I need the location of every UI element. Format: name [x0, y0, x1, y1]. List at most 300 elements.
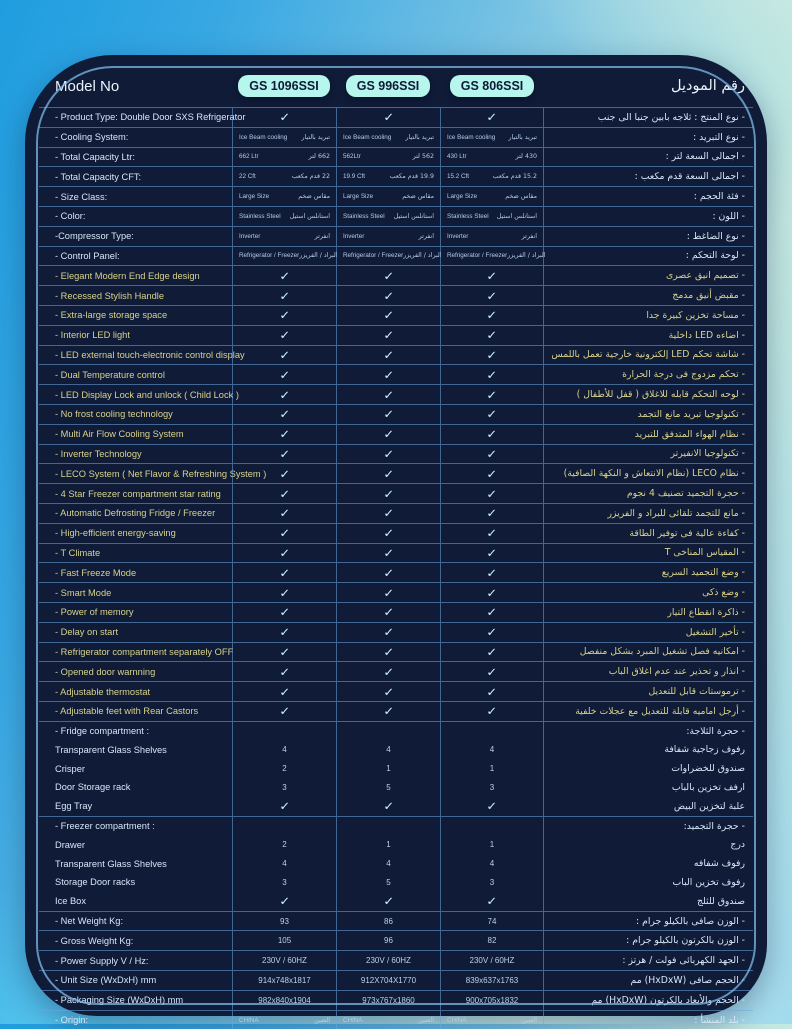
value-ar: مقاس ضخم — [505, 193, 537, 201]
row-label-ar: - بلد المنشأ : — [694, 1014, 745, 1026]
row-label-cell-ar — [544, 286, 753, 305]
row-label-ar: - اضاءه LED داخلية — [668, 329, 745, 341]
check-icon: ✓ — [278, 646, 291, 659]
value-cell — [440, 464, 544, 483]
row-label-cell-en — [39, 108, 246, 127]
check-icon: ✓ — [486, 330, 498, 343]
value-cell — [440, 227, 544, 246]
row-label-ar: - اللون : — [712, 210, 745, 222]
row-label-cell-en — [39, 643, 232, 662]
row-label-en: - Fast Freeze Mode — [55, 567, 137, 578]
check-icon: ✓ — [382, 270, 395, 283]
check-icon: ✓ — [486, 528, 498, 541]
row-label-ar: - لوحة التحكم : — [685, 250, 745, 262]
value-text: 4 — [386, 859, 391, 869]
value-text: 230V / 60HZ — [262, 956, 307, 966]
value-cell — [336, 167, 440, 186]
row-label-cell-ar — [544, 722, 753, 741]
row-label-en: Ice Box — [55, 896, 87, 907]
value-text: 982x840x1904 — [258, 995, 311, 1005]
row-label-en: - Freezer compartment : — [55, 821, 155, 832]
check-icon: ✓ — [382, 666, 395, 679]
value-cell — [232, 405, 336, 424]
row-label-cell-en — [39, 227, 232, 246]
value-text: 2 — [282, 840, 287, 850]
row-label-ar: - الوزن بالكرتون بالكيلو جرام : — [626, 935, 745, 947]
value-cell — [440, 385, 544, 404]
row-label-en: Egg Tray — [55, 801, 93, 812]
row-label-cell-en — [39, 892, 232, 911]
row-label-en: - Size Class: — [55, 191, 108, 202]
value-cell — [440, 484, 544, 503]
value-cell — [440, 912, 544, 931]
check-icon: ✓ — [278, 349, 291, 362]
value-cell — [336, 583, 440, 602]
table-row — [39, 911, 753, 931]
value-en: 562Ltr — [343, 153, 361, 161]
row-label-cell-en — [39, 128, 232, 147]
table-row — [39, 444, 753, 464]
value-text: 4 — [489, 745, 495, 755]
value-cell — [232, 991, 336, 1010]
value-cell — [440, 643, 544, 662]
table-header — [25, 55, 767, 107]
check-icon: ✓ — [486, 801, 498, 814]
row-label-ar: - أرجل اماميه قابلة للتعديل مع عجلات خلفية — [575, 705, 745, 717]
value-cell — [440, 286, 544, 305]
row-label-cell-ar — [544, 524, 753, 543]
row-label-en: - Net Weight Kg: — [55, 916, 124, 927]
value-cell — [336, 385, 440, 404]
row-label-en: Door Storage rack — [55, 782, 131, 793]
value-cell — [440, 797, 544, 816]
row-label-cell-ar — [544, 306, 753, 325]
check-icon: ✓ — [278, 330, 291, 343]
row-label-en: - T Climate — [55, 547, 101, 558]
value-cell — [440, 148, 544, 167]
value-cell — [336, 365, 440, 384]
value-ar: انفرتر — [418, 232, 434, 240]
value-cell — [336, 835, 440, 854]
row-label-en: - Total Capacity Ltr: — [55, 151, 135, 162]
row-label-cell-ar — [544, 951, 753, 970]
check-icon: ✓ — [382, 389, 395, 402]
value-cell — [336, 405, 440, 424]
row-label-ar: - تكنولوجيا تبريد مانع التجمد — [637, 408, 745, 420]
value-text: 1 — [489, 764, 495, 774]
check-icon: ✓ — [278, 488, 291, 501]
row-label-ar: - ترموستات قابل للتعديل — [648, 686, 745, 697]
row-label-en: - Origin: — [55, 1015, 89, 1026]
value-en: Refrigerator / Freezer — [343, 252, 404, 260]
value-cell — [232, 286, 336, 305]
row-label-en: - Total Capacity CFT: — [55, 171, 142, 182]
check-icon: ✓ — [382, 627, 395, 640]
value-cell — [336, 931, 440, 950]
row-label-en: Drawer — [55, 839, 85, 850]
check-icon: ✓ — [486, 409, 498, 422]
value-cell — [232, 797, 336, 816]
model-column-1 — [232, 75, 336, 97]
row-label-ar: - الجهد الكهربائى فولت / هرتز : — [622, 955, 745, 967]
value-cell — [336, 187, 440, 206]
value-cell — [232, 167, 336, 186]
model-column-2 — [336, 75, 440, 97]
value-cell — [440, 405, 544, 424]
row-label-ar: ارفف تخزين بالباب — [671, 781, 745, 793]
row-label-ar: - المقياس المناخى T — [664, 547, 745, 559]
value-cell — [440, 563, 544, 582]
check-icon: ✓ — [382, 112, 395, 125]
value-cell — [440, 991, 544, 1010]
row-label-en: - Extra-large storage space — [55, 310, 168, 321]
check-icon: ✓ — [486, 349, 498, 362]
table-row — [39, 404, 753, 424]
value-cell — [232, 873, 336, 892]
row-label-cell-ar — [544, 128, 753, 147]
value-cell — [232, 563, 336, 582]
value-ar: البراد / الفريزر — [507, 252, 546, 260]
spec-table — [39, 107, 753, 1029]
value-cell — [336, 912, 440, 931]
check-icon: ✓ — [486, 270, 498, 283]
value-cell — [232, 741, 336, 760]
value-cell — [232, 1011, 336, 1029]
value-ar: مقاس ضخم — [298, 193, 330, 201]
value-ar: تبريد بالتيار — [301, 133, 330, 141]
value-en: Ice Beam cooling — [447, 133, 496, 141]
value-cell — [336, 892, 440, 911]
row-label-cell-en — [39, 365, 232, 384]
check-icon: ✓ — [382, 567, 395, 580]
value-cell — [336, 445, 440, 464]
value-cell — [336, 504, 440, 523]
value-cell — [232, 187, 336, 206]
value-cell — [336, 108, 440, 127]
value-cell — [440, 108, 544, 127]
value-text: 5 — [386, 877, 391, 887]
value-cell — [440, 722, 544, 741]
row-label-cell-en — [39, 207, 232, 226]
value-ar: تبريد بالتيار — [405, 133, 434, 141]
row-label-ar: - نظام LECO (نظام الانتعاش و النكهة الصافية) — [563, 468, 745, 480]
row-label-cell-en — [39, 682, 232, 701]
table-row — [39, 463, 753, 483]
check-icon: ✓ — [278, 310, 291, 323]
row-label-en: - Color: — [55, 211, 86, 222]
value-cell — [440, 187, 544, 206]
table-row — [39, 990, 753, 1010]
row-label-cell-ar — [544, 682, 753, 701]
check-icon: ✓ — [278, 270, 291, 283]
value-cell — [336, 817, 440, 836]
row-label-cell-en — [39, 148, 232, 167]
row-label-cell-ar — [544, 912, 753, 931]
check-icon: ✓ — [486, 112, 498, 125]
row-label-en: - LED external touch-electronic control display — [55, 349, 245, 360]
row-label-en: - Power Supply V / Hz: — [55, 955, 149, 966]
row-label-cell-ar — [544, 741, 753, 760]
row-label-cell-en — [39, 346, 245, 365]
value-en: 662 Ltr — [239, 153, 259, 161]
value-cell — [232, 306, 336, 325]
check-icon: ✓ — [382, 508, 395, 521]
row-label-ar: رفوف زجاجية شفافة — [664, 744, 745, 756]
value-cell — [232, 346, 336, 365]
table-row — [39, 970, 753, 990]
row-label-cell-en — [39, 484, 232, 503]
value-cell — [336, 662, 440, 681]
value-cell — [440, 971, 544, 990]
value-en: Large Size — [239, 193, 270, 201]
value-cell — [232, 326, 336, 345]
check-icon: ✓ — [486, 547, 498, 560]
value-cell — [336, 306, 440, 325]
check-icon: ✓ — [486, 369, 498, 382]
value-cell — [232, 247, 336, 266]
row-label-cell-ar — [544, 187, 753, 206]
check-icon: ✓ — [278, 607, 291, 620]
row-label-cell-ar — [544, 247, 753, 266]
row-label-cell-en — [39, 722, 232, 741]
value-cell — [232, 385, 336, 404]
value-en: Large Size — [343, 193, 374, 201]
value-cell — [440, 873, 544, 892]
row-label-ar: رفوف شفافه — [693, 858, 745, 870]
value-text: 839x637x1763 — [465, 975, 519, 985]
value-cell — [336, 563, 440, 582]
table-row — [39, 642, 753, 662]
row-label-cell-ar — [544, 583, 753, 602]
value-ar: انفرتر — [314, 232, 330, 240]
table-row — [39, 483, 753, 503]
value-text: 912X704X1770 — [360, 975, 417, 985]
value-cell — [440, 306, 544, 325]
row-label-en: - LED Display Lock and unlock ( Child Lock ) — [55, 389, 239, 400]
check-icon: ✓ — [382, 706, 395, 719]
row-label-cell-ar — [544, 817, 753, 836]
value-cell — [232, 266, 336, 285]
row-label-en: - Opened door warnning — [55, 666, 156, 677]
row-label-en: - Adjustable feet with Rear Castors — [55, 706, 199, 717]
row-label-ar: - حجرة التجميد: — [683, 820, 745, 832]
row-label-cell-ar — [544, 504, 753, 523]
row-label-cell-en — [39, 247, 232, 266]
value-cell — [440, 266, 544, 285]
value-cell — [440, 623, 544, 642]
value-cell — [232, 759, 336, 778]
check-icon: ✓ — [382, 409, 395, 422]
value-cell — [336, 797, 440, 816]
table-row — [39, 661, 753, 681]
row-label-en: - Delay on start — [55, 627, 119, 638]
value-text: 86 — [384, 916, 393, 926]
value-cell — [440, 544, 544, 563]
check-icon: ✓ — [382, 896, 395, 909]
row-label-cell-en — [39, 405, 232, 424]
row-label-cell-en — [39, 1011, 232, 1029]
value-cell — [440, 583, 544, 602]
value-cell — [336, 484, 440, 503]
value-cell — [336, 778, 440, 797]
value-text: 3 — [489, 877, 495, 887]
value-en: Refrigerator / Freezer — [239, 252, 300, 260]
check-icon: ✓ — [486, 429, 498, 442]
value-cell — [440, 524, 544, 543]
value-cell — [232, 778, 336, 797]
value-cell — [232, 892, 336, 911]
row-label-cell-en — [39, 583, 232, 602]
table-row — [39, 285, 753, 305]
check-icon: ✓ — [278, 801, 291, 814]
row-label-cell-en — [39, 971, 232, 990]
row-label-cell-ar — [544, 365, 753, 384]
value-cell — [440, 603, 544, 622]
value-cell — [232, 108, 336, 127]
check-icon: ✓ — [278, 528, 291, 541]
row-label-cell-en — [39, 167, 232, 186]
table-row — [39, 582, 753, 602]
value-text: 105 — [277, 936, 292, 946]
value-cell — [440, 1011, 544, 1029]
table-row — [39, 325, 753, 345]
value-cell — [336, 951, 440, 970]
check-icon: ✓ — [278, 896, 291, 909]
value-en: CHINA — [343, 1016, 363, 1024]
value-cell — [232, 504, 336, 523]
row-label-cell-ar — [544, 326, 753, 345]
value-cell — [440, 128, 544, 147]
check-icon: ✓ — [486, 607, 498, 620]
value-cell — [440, 167, 544, 186]
check-icon: ✓ — [486, 310, 498, 323]
value-text: 5 — [386, 782, 391, 792]
check-icon: ✓ — [486, 706, 498, 719]
value-ar: البراد / الفريزر — [403, 252, 442, 260]
row-label-ar: - مقبض أنيق مدمج — [672, 290, 745, 302]
value-en: Stainless Steel — [239, 212, 281, 220]
value-text: 4 — [489, 859, 495, 869]
value-text: 3 — [282, 877, 287, 887]
check-icon: ✓ — [278, 567, 291, 580]
row-label-ar: - تكنولوجيا الانفيرتر — [670, 448, 745, 460]
row-label-cell-ar — [544, 873, 753, 892]
value-cell — [336, 991, 440, 1010]
value-text: 4 — [282, 745, 287, 755]
check-icon: ✓ — [382, 646, 395, 659]
check-icon: ✓ — [486, 389, 498, 402]
table-row — [39, 424, 753, 444]
value-en: Inverter — [343, 232, 365, 240]
check-icon: ✓ — [278, 409, 291, 422]
value-text: 900x705x1832 — [465, 995, 519, 1005]
table-row — [39, 523, 753, 543]
row-label-ar: - حجرة الثلاجة: — [686, 725, 745, 737]
row-label-ar: - نظام الهواء المتدفق للتبريد — [634, 428, 745, 440]
table-row — [39, 681, 753, 701]
row-label-en: - Inverter Technology — [55, 448, 142, 459]
check-icon: ✓ — [486, 290, 498, 303]
row-label-cell-ar — [544, 603, 753, 622]
row-label-en: - Adjustable thermostat — [55, 686, 151, 697]
value-cell — [336, 266, 440, 285]
check-icon: ✓ — [486, 686, 498, 699]
row-label-cell-en — [39, 741, 232, 760]
value-cell — [336, 623, 440, 642]
row-label-cell-en — [39, 544, 232, 563]
model-column-3 — [440, 75, 544, 97]
value-cell — [440, 365, 544, 384]
value-cell — [440, 892, 544, 911]
table-row — [39, 721, 753, 741]
row-label-cell-ar — [544, 931, 753, 950]
row-label-cell-ar — [544, 108, 753, 127]
row-label-cell-en — [39, 187, 232, 206]
row-label-cell-ar — [544, 991, 753, 1010]
table-row — [39, 930, 753, 950]
row-label-cell-en — [39, 662, 232, 681]
value-cell — [336, 971, 440, 990]
row-label-ar: - ذاكرة انقطاع التيار — [667, 606, 745, 618]
row-label-en: - Unit Size (WxDxH) mm — [55, 975, 157, 986]
value-cell — [336, 128, 440, 147]
value-cell — [336, 741, 440, 760]
value-cell — [440, 207, 544, 226]
value-cell — [232, 445, 336, 464]
value-en: 19.9 Cft — [343, 173, 366, 181]
value-ar: استانلس استيل — [393, 212, 434, 220]
row-label-en: - Power of memory — [55, 607, 134, 618]
value-cell — [336, 603, 440, 622]
value-cell — [336, 544, 440, 563]
row-label-cell-ar — [544, 148, 753, 167]
table-row — [39, 384, 753, 404]
table-row — [39, 622, 753, 642]
value-ar: 562 لتر — [412, 153, 434, 161]
row-label-cell-ar — [544, 425, 753, 444]
value-en: Ice Beam cooling — [239, 133, 288, 141]
table-row — [39, 147, 753, 167]
value-cell — [336, 207, 440, 226]
row-label-en: - Automatic Defrosting Fridge / Freezer — [55, 508, 216, 519]
row-label-en: Transparent Glass Shelves — [55, 744, 167, 755]
row-label-en: -Compressor Type: — [55, 231, 134, 242]
value-cell — [232, 951, 336, 970]
value-text: 1 — [386, 764, 391, 774]
row-label-ar: - الحجم والأبعاد بالكرتون (HxDxW) مم — [591, 994, 745, 1006]
check-icon: ✓ — [278, 666, 291, 679]
check-icon: ✓ — [382, 488, 395, 501]
table-row — [39, 816, 753, 836]
row-label-cell-en — [39, 464, 267, 483]
value-cell — [232, 817, 336, 836]
check-icon: ✓ — [278, 389, 291, 402]
value-cell — [336, 148, 440, 167]
row-label-ar: - نوع الضاغط : — [686, 230, 745, 242]
value-text: 1 — [489, 840, 495, 850]
row-label-cell-ar — [544, 445, 753, 464]
row-label-cell-ar — [544, 1011, 753, 1029]
value-text: 82 — [487, 936, 497, 946]
table-row — [39, 562, 753, 582]
row-label-ar: - اجمالى السعة لتر : — [665, 151, 745, 163]
table-row — [39, 345, 753, 365]
check-icon: ✓ — [278, 627, 291, 640]
row-label-en: - Dual Temperature control — [55, 369, 165, 380]
value-text: 96 — [384, 936, 393, 946]
row-label-cell-en — [39, 702, 232, 721]
value-cell — [232, 544, 336, 563]
